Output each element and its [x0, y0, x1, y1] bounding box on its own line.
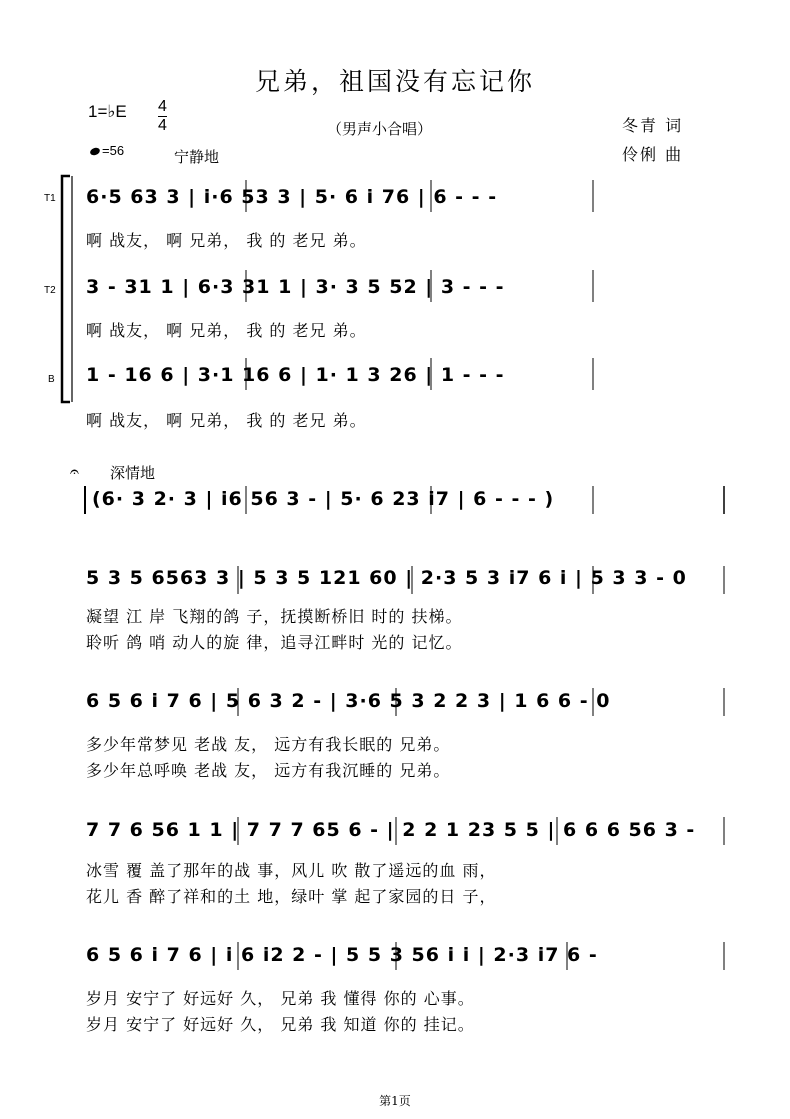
verse-line-1-lyric-2: 聆听 鸽 哨 动人的旋 律，追寻江畔时 光的 记忆。: [86, 633, 463, 652]
verse-line-4-notation: 6 5 6 i 7 6 | i 6 i2 2 - | 5 5 3 56 i i | 2·3 i7 6 -: [86, 944, 598, 966]
key-signature: 1=♭E: [88, 102, 127, 121]
verse-line-1-notation: 5 3 5 6563 3 | 5 3 5 121 60 | 2·3 5 3 i7 6 i | 5 3 3 - 0: [86, 567, 687, 589]
verse-line-4-lyric-2: 岁月 安宁了 好远好 久， 兄弟 我 知道 你的 挂记。: [86, 1015, 475, 1034]
verse-line-4-lyric-1: 岁月 安宁了 好远好 久， 兄弟 我 懂得 你的 心事。: [86, 989, 475, 1008]
t1-lyrics: 啊 战友， 啊 兄弟， 我 的 老兄 弟。: [86, 231, 367, 250]
composer-credit: 伶俐 曲: [622, 145, 684, 164]
t1-notation: 6·5 63 3 | i·6 53 3 | 5· 6 i 76 | 6 - - -: [86, 186, 498, 208]
verse-line-2-notation: 6 5 6 i 7 6 | 5 6 3 2 - | 3·6 5 3 2 2 3 | 1 6 6 - 0: [86, 690, 611, 712]
fermata-icon: 𝄐: [70, 462, 79, 481]
verse-line-3-lyric-2: 花儿 香 醉了祥和的土 地，绿叶 掌 起了家园的日 子，: [86, 887, 497, 906]
verse-line-3-notation: 7 7 6 56 1 1 | 7 7 7 65 6 - | 2 2 1 23 5 5 | 6 6 6 56 3 -: [86, 819, 696, 841]
expression-mark: 宁静地: [174, 148, 220, 166]
meter-top: 4: [158, 98, 167, 115]
interlude-expression: 深情地: [110, 464, 156, 482]
tempo-value: =56: [102, 143, 125, 158]
verse-line-3-lyric-1: 冰雪 覆 盖了那年的战 事，风儿 吹 散了遥远的血 雨，: [86, 861, 497, 880]
page-number: 第1页: [379, 1094, 411, 1108]
part-label-t1: T1: [44, 193, 56, 204]
meter-bottom: 4: [158, 117, 167, 134]
b-lyrics: 啊 战友， 啊 兄弟， 我 的 老兄 弟。: [86, 411, 367, 430]
verse-line-2-lyric-2: 多少年总呼唤 老战 友， 远方有我沉睡的 兄弟。: [86, 761, 451, 780]
subtitle: （男声小合唱）: [327, 120, 433, 138]
t2-notation: 3 - 31 1 | 6·3 31 1 | 3· 3 5 52 | 3 - - -: [86, 276, 505, 298]
part-label-b: B: [48, 374, 55, 385]
verse-line-1-lyric-1: 凝望 江 岸 飞翔的鸽 子，抚摸断桥旧 时的 扶梯。: [86, 607, 463, 626]
verse-line-2-lyric-1: 多少年常梦见 老战 友， 远方有我长眠的 兄弟。: [86, 735, 451, 754]
lyricist-credit: 冬青 词: [622, 116, 684, 135]
interlude-notation: (6· 3 2· 3 | i6 56 3 - | 5· 6 23 i7 | 6 - - - ): [92, 488, 555, 510]
t2-lyrics: 啊 战友， 啊 兄弟， 我 的 老兄 弟。: [86, 321, 367, 340]
part-label-t2: T2: [44, 285, 56, 296]
b-notation: 1 - 16 6 | 3·1 16 6 | 1· 1 3 26 | 1 - - -: [86, 364, 505, 386]
song-title: 兄弟，祖国没有忘记你: [254, 67, 535, 96]
